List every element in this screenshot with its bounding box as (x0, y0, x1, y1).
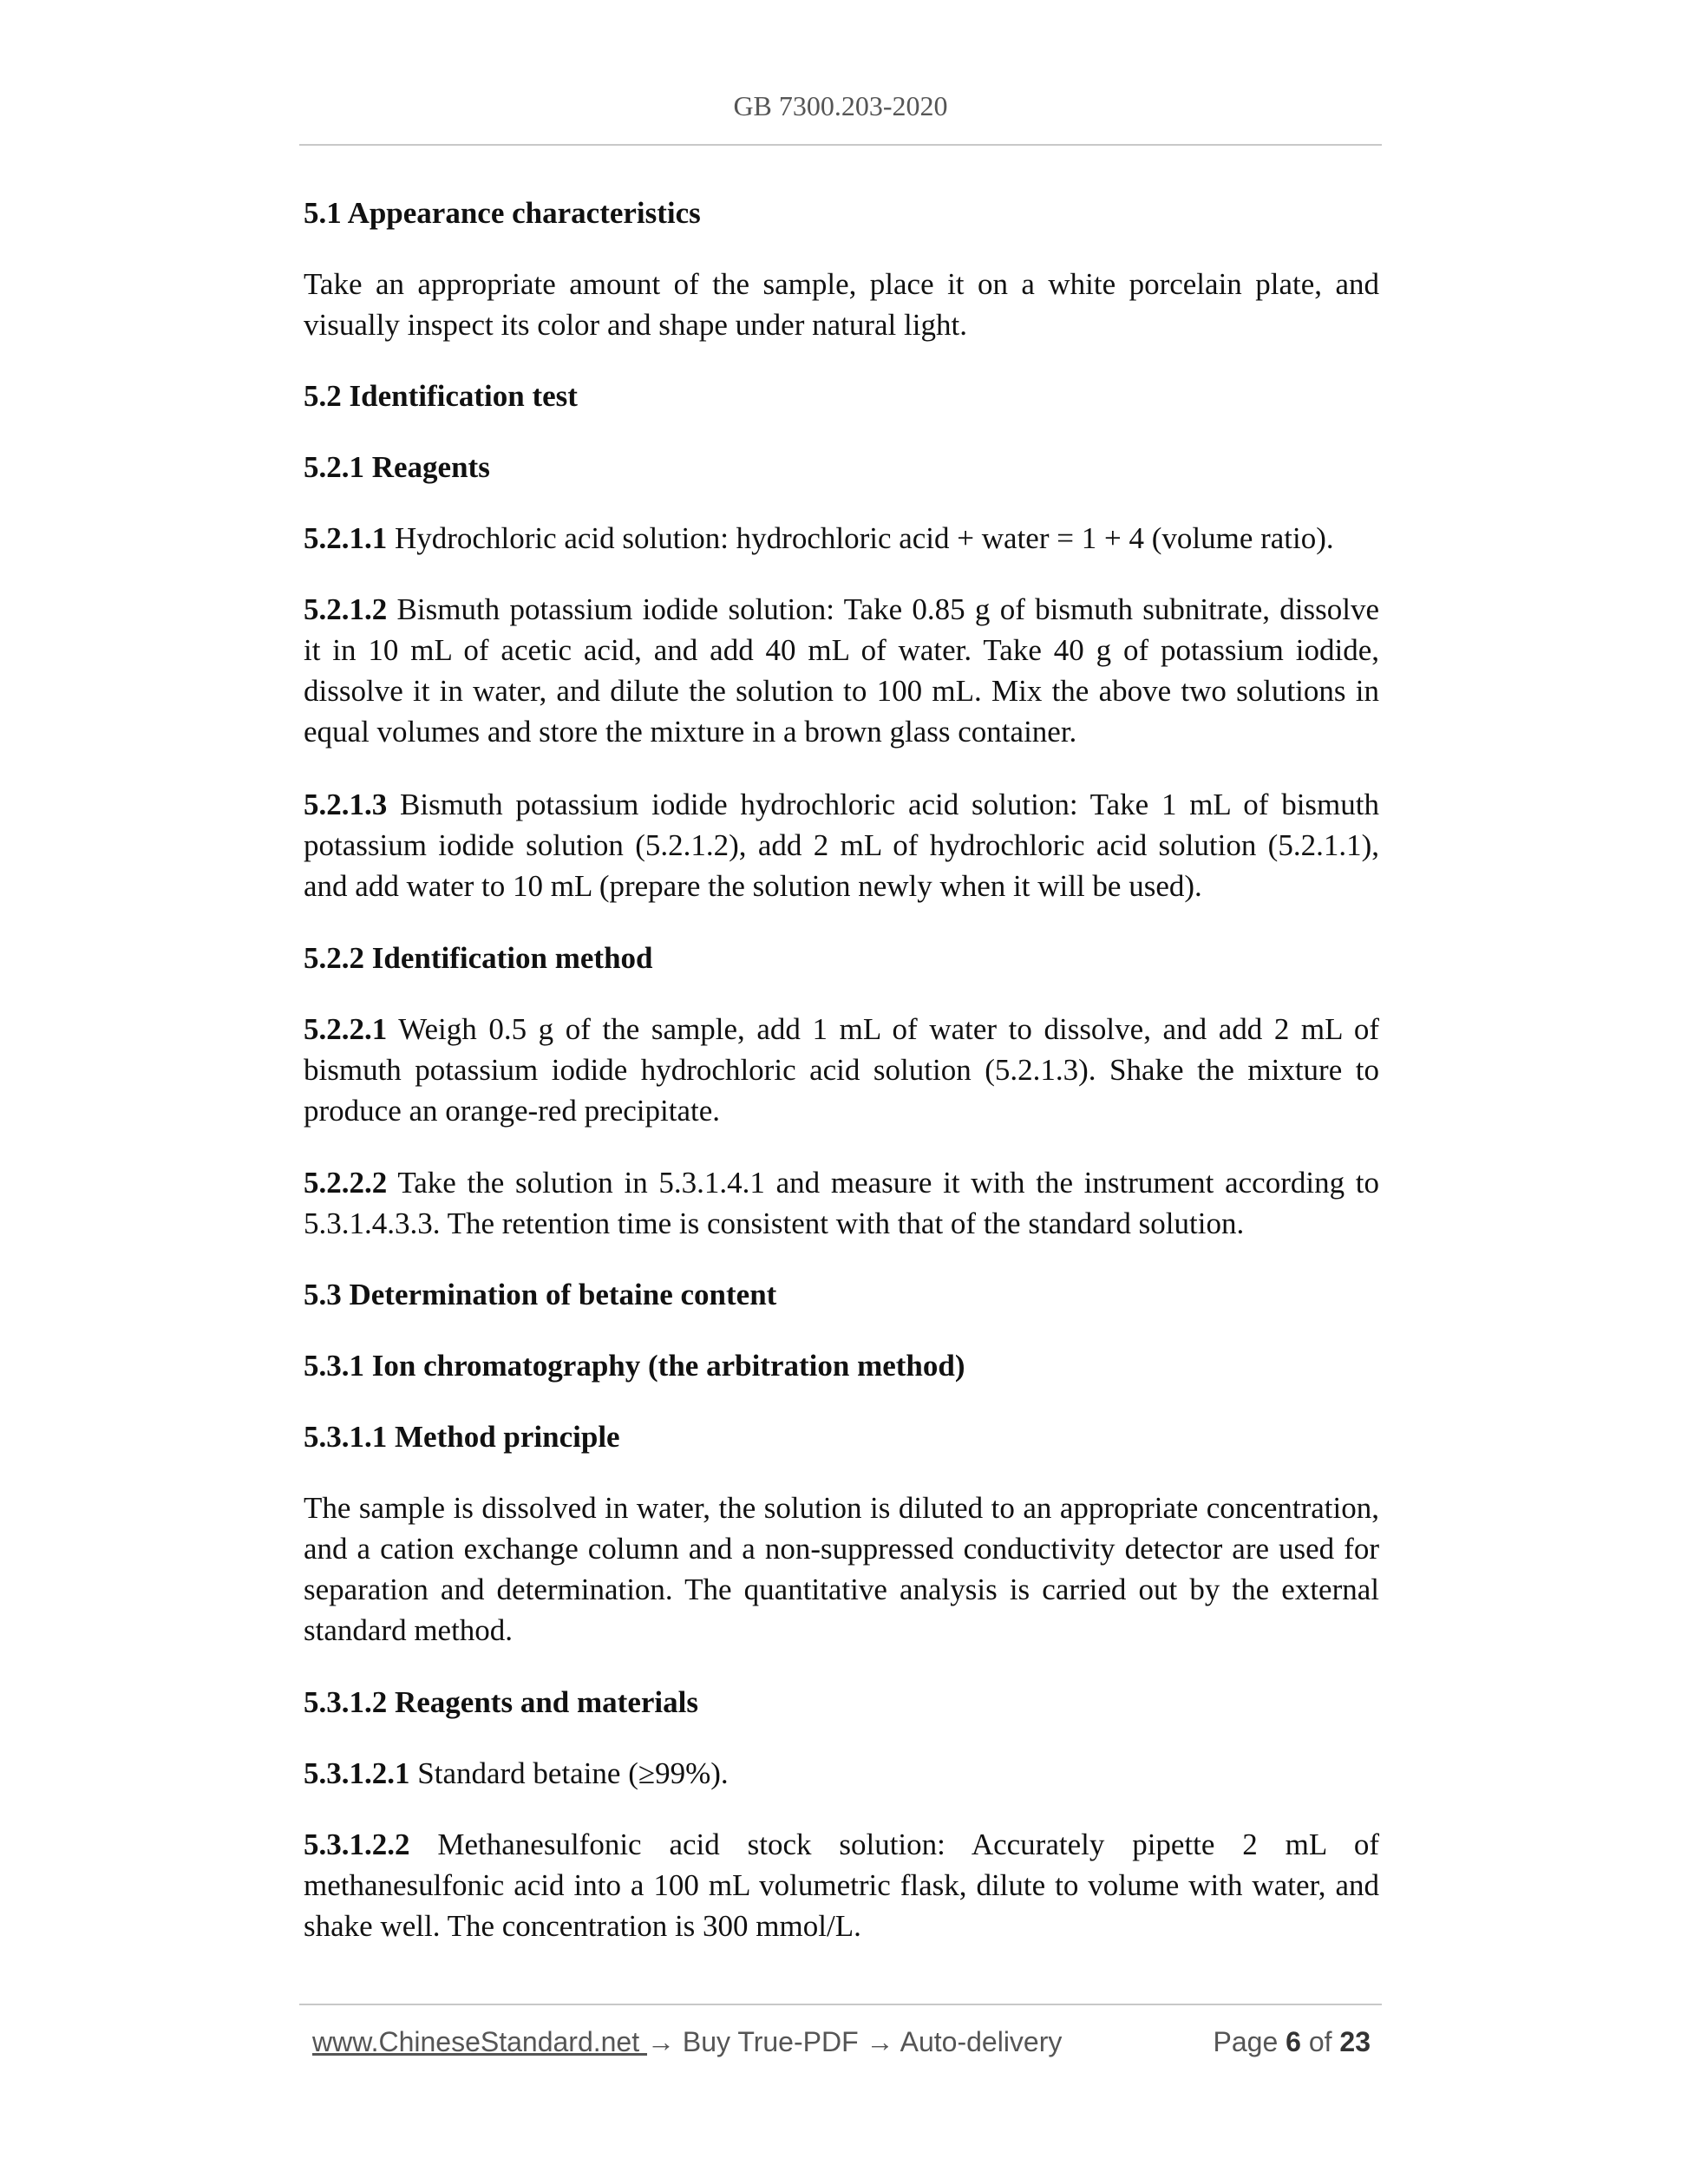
heading-5-3-1: 5.3.1 Ion chromatography (the arbitration method) (304, 1349, 965, 1383)
clause-text: Methanesulfonic acid stock solution: Accurately pipette 2 mL of methanesulfonic acid into a 100 mL volumetric flask, dilute to volume with water, and shake well. The concentration is 300 mmol/L. (304, 1828, 1380, 1943)
clause-number: 5.2.2.2 (304, 1166, 388, 1200)
footer-rule (299, 2004, 1382, 2005)
of-label: of (1300, 2026, 1340, 2057)
page-footer (312, 2026, 1371, 2064)
clause-number: 5.3.1.2.2 (304, 1828, 410, 1861)
clause-text: Bismuth potassium iodide solution: Take 0.85 g of bismuth subnitrate, dissolve it in 10 mL of acetic acid, and add 40 mL of water. Take 40 g of potassium iodide, dissolve it in water, and dilute the solution to 100 mL. Mix the above two solutions in equal volumes and store the mixture in a brown glass container. (304, 592, 1379, 749)
header-rule (299, 144, 1382, 146)
heading-5-3: 5.3 Determination of betaine content (304, 1278, 777, 1311)
clause-number: 5.2.1.3 (304, 788, 388, 821)
page-label: Page (1213, 2026, 1286, 2057)
page-indicator (1214, 2026, 1371, 2058)
heading-5-1: 5.1 Appearance characteristics (304, 196, 701, 230)
site-link[interactable]: www.ChineseStandard.net (312, 2026, 647, 2057)
clause-text: Take the solution in 5.3.1.4.1 and measure it with the instrument according to 5.3.1.4.3.3. The retention time is consistent with that of the standard solution. (304, 1166, 1380, 1240)
heading-5-3-1-2: 5.3.1.2 Reagents and materials (304, 1685, 698, 1719)
clause-text: Weigh 0.5 g of the sample, add 1 mL of water to dissolve, and add 2 mL of bismuth potassium iodide hydrochloric acid solution (5.2.1.3). Shake the mixture to produce an orange-red precipitate. (304, 1012, 1379, 1128)
footer-promo (312, 2026, 1062, 2058)
heading-5-3-1-1: 5.3.1.1 Method principle (304, 1420, 620, 1454)
delivery-text: Auto-delivery (893, 2026, 1063, 2057)
clause-5-2-2-2 (304, 1162, 1379, 1244)
clause-text: Standard betaine (≥99%). (417, 1756, 729, 1790)
buy-text: Buy True-PDF (675, 2026, 867, 2057)
paragraph-method-principle: The sample is dissolved in water, the solution is diluted to an appropriate concentration, and a cation exchange column and a non-suppressed conductivity detector are used for separation and determination. The quantitative analysis is carried out by the external standard method. (304, 1491, 1379, 1647)
heading-5-2-2: 5.2.2 Identification method (304, 941, 653, 975)
clause-5-2-2-1 (304, 1009, 1379, 1131)
clause-text: Hydrochloric acid solution: hydrochloric acid + water = 1 + 4 (volume ratio). (395, 521, 1334, 555)
clause-5-3-1-2-2 (304, 1824, 1379, 1946)
page-total: 23 (1339, 2026, 1371, 2057)
clause-5-3-1-2-1 (304, 1753, 1379, 1794)
clause-number: 5.2.1.1 (304, 521, 388, 555)
clause-text: Bismuth potassium iodide hydrochloric acid solution: Take 1 mL of bismuth potassium iodide solution (5.2.1.2), add 2 mL of hydrochloric acid solution (5.2.1.1), and add water to 10 mL (prepare the solution newly when it will be used). (304, 788, 1379, 903)
clause-5-2-1-2 (304, 589, 1379, 752)
running-header: GB 7300.203-2020 (733, 90, 948, 121)
arrow-right-icon: → (866, 2026, 894, 2057)
heading-5-2-1: 5.2.1 Reagents (304, 450, 490, 484)
page-current: 6 (1286, 2026, 1301, 2057)
clause-number: 5.3.1.2.1 (304, 1756, 410, 1790)
heading-5-2: 5.2 Identification test (304, 379, 578, 413)
clause-5-2-1-3 (304, 784, 1379, 906)
clause-5-2-1-1 (304, 518, 1379, 559)
arrow-right-icon: → (647, 2026, 675, 2057)
clause-number: 5.2.2.1 (304, 1012, 388, 1046)
paragraph-appearance: Take an appropriate amount of the sample, place it on a white porcelain plate, and visually inspect its color and shape under natural light. (304, 267, 1379, 342)
clause-number: 5.2.1.2 (304, 592, 388, 626)
